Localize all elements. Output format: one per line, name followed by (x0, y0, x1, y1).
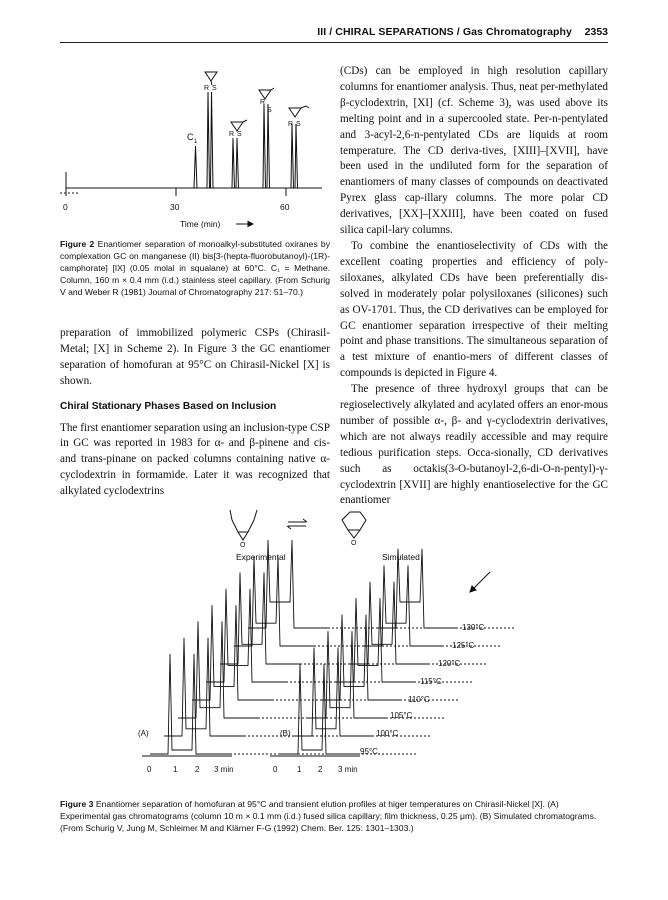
figure-2-chromatogram (60, 60, 330, 232)
left-paragraph-1: preparation of immobilized polymeric CSPs (Chirasil-Metal; [X] in Scheme 2). In Figure 3 the GC enantiomer separation of homofuran at 95°C on Chirasil-Nickel [X] is shown. (60, 327, 330, 387)
fig2-x-axis-label: Time (min) (180, 219, 221, 229)
experimental-trace (150, 654, 230, 754)
axis-b-tick: 1 (297, 765, 302, 774)
fig2-label-s4: S (237, 131, 242, 138)
fig2-label-c1: C (187, 132, 194, 142)
figure-2-caption (60, 238, 330, 298)
figure-3-caption (60, 798, 608, 834)
right-paragraph-3: The presence of three hydroxyl groups that can be regioselectively alkylated and acylated offers an enor-mous number of possible α-, β- and γ-cyclodextrin derivatives, which are not always readily accessible and may require tedious purification steps. Occa-sionally, CD derivatives such as octakis(3-O-butanoyl-2,6-di-O-n-pentyl)-γ-cyclodextrin [XVII] are highly enantioselective for the GC enantiomer (340, 383, 608, 507)
oxirane-structure-icon (289, 106, 309, 117)
oxirane-structure-icon (205, 72, 217, 85)
fig2-peak-r3 (263, 104, 266, 188)
panel-b-label: (B) (280, 729, 291, 738)
fig2-peak-s2 (236, 138, 239, 188)
axis-b-tick: 3 min (338, 765, 358, 774)
running-header (60, 26, 608, 42)
axis-a-tick: 1 (173, 765, 178, 774)
fig2-peak-c1 (194, 146, 197, 188)
homofuran-structure-icon (342, 512, 366, 538)
svg-text:O: O (240, 542, 246, 549)
axis-b-tick: 2 (318, 765, 323, 774)
homofuran-scheme (230, 510, 366, 540)
fig2-peak-s3 (267, 104, 270, 188)
right-paragraph-2: To combine the enantioselectivity of CDs with the excellent coating properties and efficiency of poly-siloxanes, alkylated CDs have been preferentially dis-solved in moderately polar polysiloxanes (silicones) such as OV-1701. Thus, the CD derivatives can be employed for GC enantiomer separation irrespective of their melting point and phase transitions. The simultaneous separation of a test mixture of enantio-mers of different classes of compounds is depicted in Figure 4. (340, 239, 608, 380)
simulated-trace (294, 648, 374, 736)
temp-label: 115°C (420, 677, 442, 686)
figure-3-elution-profiles (120, 500, 520, 788)
fig2-label-s2: S (267, 107, 272, 114)
fig2-label-s1: S (212, 85, 217, 92)
label-experimental: Experimental (236, 552, 286, 562)
homofuran-structure-icon (230, 510, 257, 540)
fig2-label-r2: R (260, 99, 266, 106)
left-paragraph-2: The first enantiomer separation using an inclusion-type CSP in GC was reported in 1983 for α- and β-pinene and cis- and trans-pinane on packed columns containing native α-cyclodextrin in formamide. Later it was recognized that alkylated cyclodextrins (60, 421, 331, 498)
fig2-label-r3: R (288, 121, 294, 128)
section-heading: Chiral Stationary Phases Based on Inclusion (60, 400, 277, 412)
oxirane-structure-icon (259, 88, 274, 99)
fig2-tick-30: 30 (170, 202, 180, 212)
simulated-trace (322, 615, 402, 700)
experimental-trace (178, 621, 258, 718)
temp-label: 95°C (360, 747, 378, 756)
temp-label: 130°C (462, 623, 485, 632)
axis-a-tick: 2 (195, 765, 200, 774)
temp-label: 125°C (452, 641, 475, 650)
fig2-label-r4: R (229, 131, 235, 138)
panel-a-label: (A) (138, 729, 149, 738)
right-paragraph-1: (CDs) can be employed in high resolution capillary columns for enantiomer analysis. Thus, neat per-methylated β-cyclodextrin, [XI] (cf. Scheme 3), was used above its melting point and in a supercooled state. Per-n-pentylated and 3-acyl-2,6-n-pentylated CDs are liquids at room temperature. The CD deriva-tives, [XIII]–[XVII], have been used in the undiluted form for the separation of enantiomers of many classes of compounds on deactivated Pyrex glass cap-illary columns. The more polar CD derivatives, [XX]–[XXIII], have been coated on fused silica capil-lary columns. (340, 65, 608, 237)
experimental-trace (220, 573, 300, 664)
fig2-peak-r1 (207, 92, 210, 188)
figure-3-caption-text: Enantiomer separation of homofuran at 95°C and transient elution profiles at higer temperatures on Chirasil-Nickel [X]. (A) Experimental gas chromatograms (column 10 m × 0.1 mm (i.d.) fused silica capillary; film thickness, 0.25 μm). (B) Simulated chromatograms. (From Schurig V, Jung M, Schleimer M and Klärner F-G (1992) Chem. Ber. 125: 1301–1303.) (60, 799, 597, 833)
running-title: III / CHIRAL SEPARATIONS / Gas Chromatography (317, 26, 572, 38)
simulated-trace (280, 664, 360, 754)
svg-text:O: O (351, 540, 357, 547)
oxirane-structure-icon (231, 120, 247, 131)
temp-label: 105°C (390, 711, 413, 720)
figure-2-caption-text: Enantiomer separation of monoalkyl-substituted oxiranes by complexation GC on manganese (II) bis[3-(hepta-fluorobutanoyl)-(1R)-camphorate] [IX] (0.05 molal in squalane) at 60°C. C₁ = Methane. Column, 160 m × 0.4 mm (i.d.) stainless steel capillary. (From Schurig V and Weber R (1981) Journal of Chromatography 217: 51–70.) (60, 239, 330, 297)
fig2-tick-0: 0 (63, 202, 68, 212)
axis-a-tick: 3 min (214, 765, 234, 774)
right-column (340, 64, 608, 509)
left-column (60, 326, 330, 500)
label-simulated: Simulated (382, 552, 420, 562)
figure-2-caption-label: Figure 2 (60, 239, 95, 249)
page-number: 2353 (584, 26, 608, 38)
experimental-trace (206, 589, 286, 682)
fig2-peak-r4 (291, 124, 294, 188)
axis-a-tick: 0 (147, 765, 152, 774)
simulated-trace (364, 565, 444, 646)
temp-label: 100°C (376, 729, 399, 738)
fig2-peak-s1 (211, 92, 214, 188)
fig2-label-c1-sub: 1 (194, 139, 198, 145)
fig2-peak-s4 (295, 124, 298, 188)
simulated-trace (336, 598, 416, 682)
figure-3-caption-label: Figure 3 (60, 799, 94, 809)
temp-label: 110°C (408, 695, 430, 704)
experimental-trace (192, 605, 272, 700)
fig2-label-s3: S (296, 121, 301, 128)
header-rule (60, 42, 608, 43)
axis-b-tick: 0 (273, 765, 278, 774)
fig2-label-r1: R (204, 85, 210, 92)
fig2-tick-60: 60 (280, 202, 290, 212)
fig2-peak-r2 (232, 138, 235, 188)
experimental-trace (234, 556, 314, 646)
temp-label: 120°C (438, 659, 461, 668)
